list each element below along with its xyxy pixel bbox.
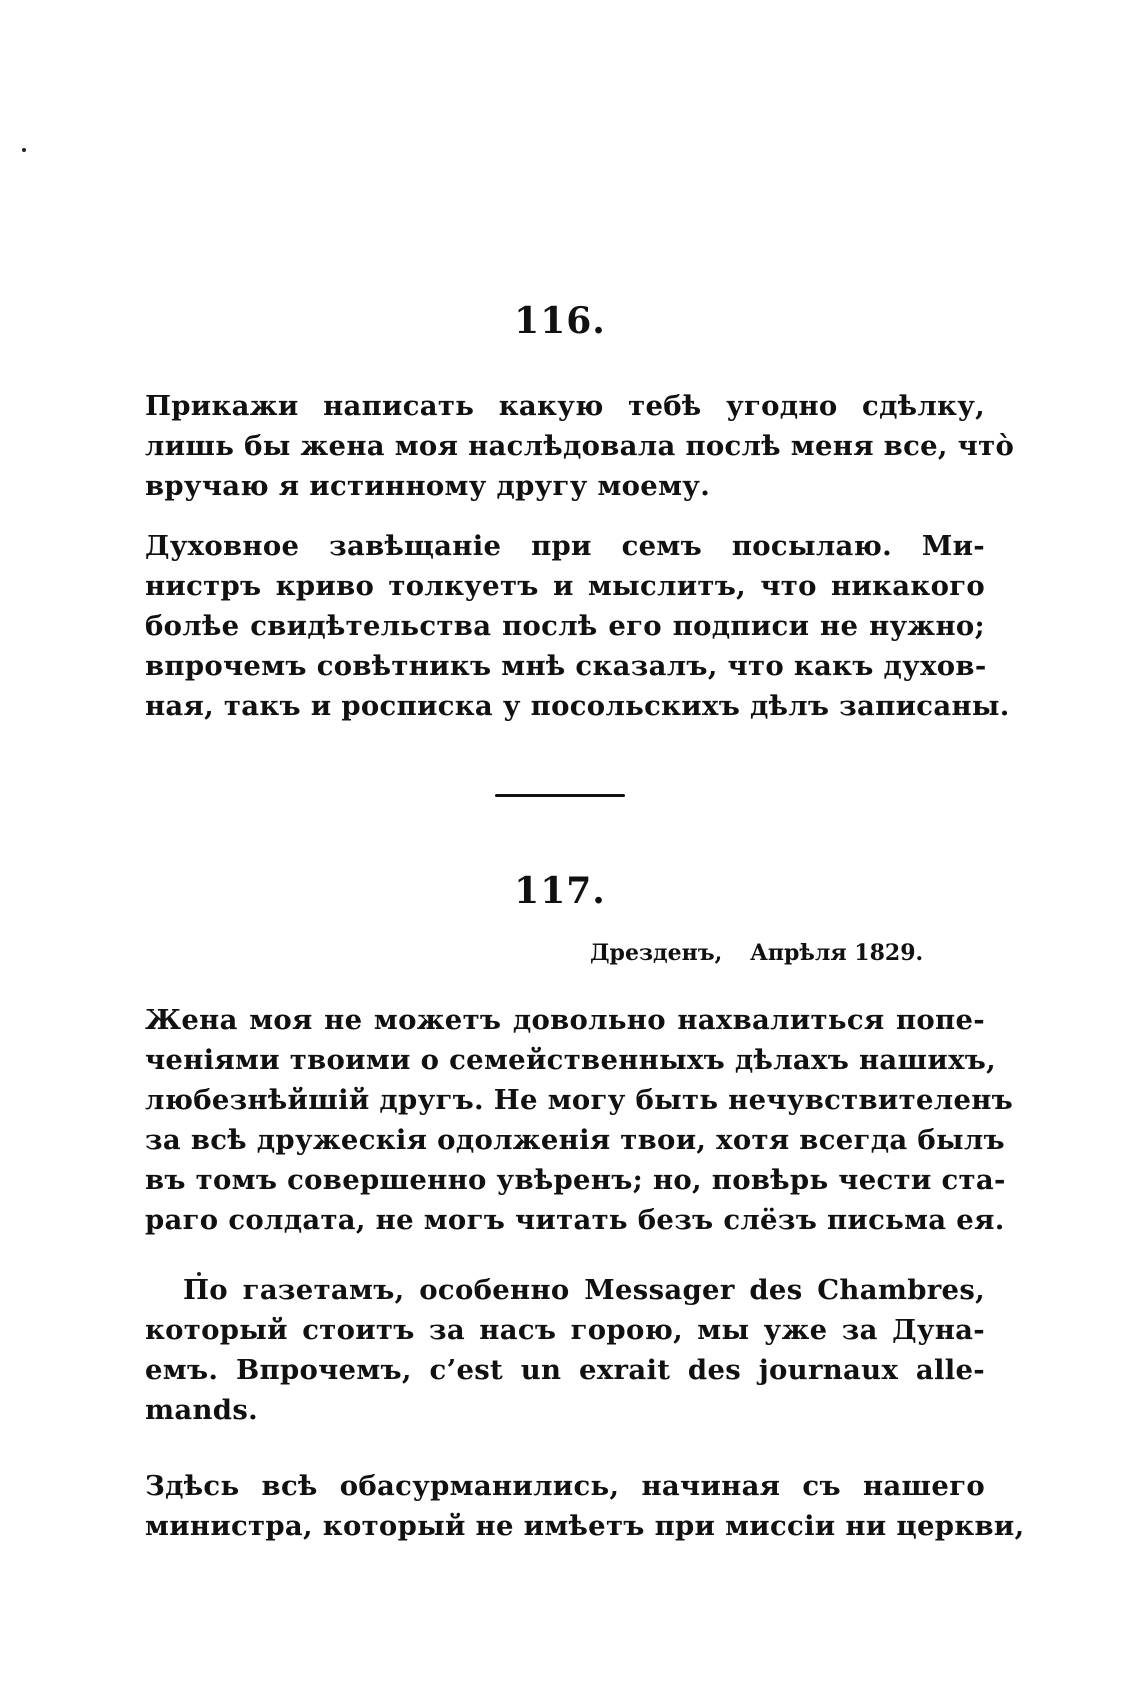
paragraph (145, 1000, 1014, 1240)
text-line: который стоитъ за насъ горою, мы уже за Дуна- (145, 1314, 985, 1346)
text-line: ная, такъ и росписка у посольскихъ дѣлъ записаны. (145, 690, 1010, 722)
text-line: вручаю я истинному другу моему. (145, 470, 711, 502)
text-line: По газетамъ, особенно Messager des Chambres, (183, 1274, 985, 1306)
paragraph (145, 386, 1015, 506)
dateline-place: Дрезденъ, (590, 940, 723, 966)
text-line: mands. (145, 1394, 258, 1426)
text-line: Прикажи написать какую тебѣ угодно сдѣлку, (145, 390, 985, 422)
text-line: Духовное завѣщаніе при семъ посылаю. Ми- (145, 530, 985, 562)
scan-speck (22, 148, 26, 152)
text-line: любезнѣйшій другъ. Не могу быть нечувствителенъ (145, 1084, 1014, 1116)
text-line: за всѣ дружескія одолженія твои, хотя всегда былъ (145, 1124, 1005, 1156)
section-divider (495, 794, 625, 797)
text-line: ченіями твоими о семейственныхъ дѣлахъ нашихъ, (145, 1044, 997, 1076)
text-line: болѣе свидѣтельства послѣ его подписи не нужно; (145, 610, 985, 642)
text-line: нистръ криво толкуетъ и мыслитъ, что никакого (145, 570, 985, 602)
text-line: раго солдата, не могъ читать безъ слёзъ письма ея. (145, 1204, 1005, 1236)
letter-number: 117. (514, 870, 606, 912)
text-line: Здѣсь всѣ обасурманились, начиная съ нашего (145, 1470, 985, 1502)
text-line: емъ. Впрочемъ, c’est un exrait des journaux alle- (145, 1354, 985, 1386)
text-line: въ томъ совершенно увѣренъ; но, повѣрь чести ста- (145, 1164, 1006, 1196)
paragraph (145, 526, 1010, 726)
text-line: министра, который не имѣетъ при миссіи ни церкви, (145, 1510, 1025, 1542)
text-line: впрочемъ совѣтникъ мнѣ сказалъ, что какъ духов- (145, 650, 987, 682)
paragraph (145, 1466, 1025, 1546)
letter-number: 116. (514, 300, 606, 342)
text-line: Жена моя не можетъ довольно нахвалиться попе- (145, 1004, 985, 1036)
dateline-date: Апрѣля 1829. (750, 940, 924, 966)
paragraph (145, 1270, 985, 1430)
text-line: лишь бы жена моя наслѣдовала послѣ меня все, что̀ (145, 430, 1015, 462)
